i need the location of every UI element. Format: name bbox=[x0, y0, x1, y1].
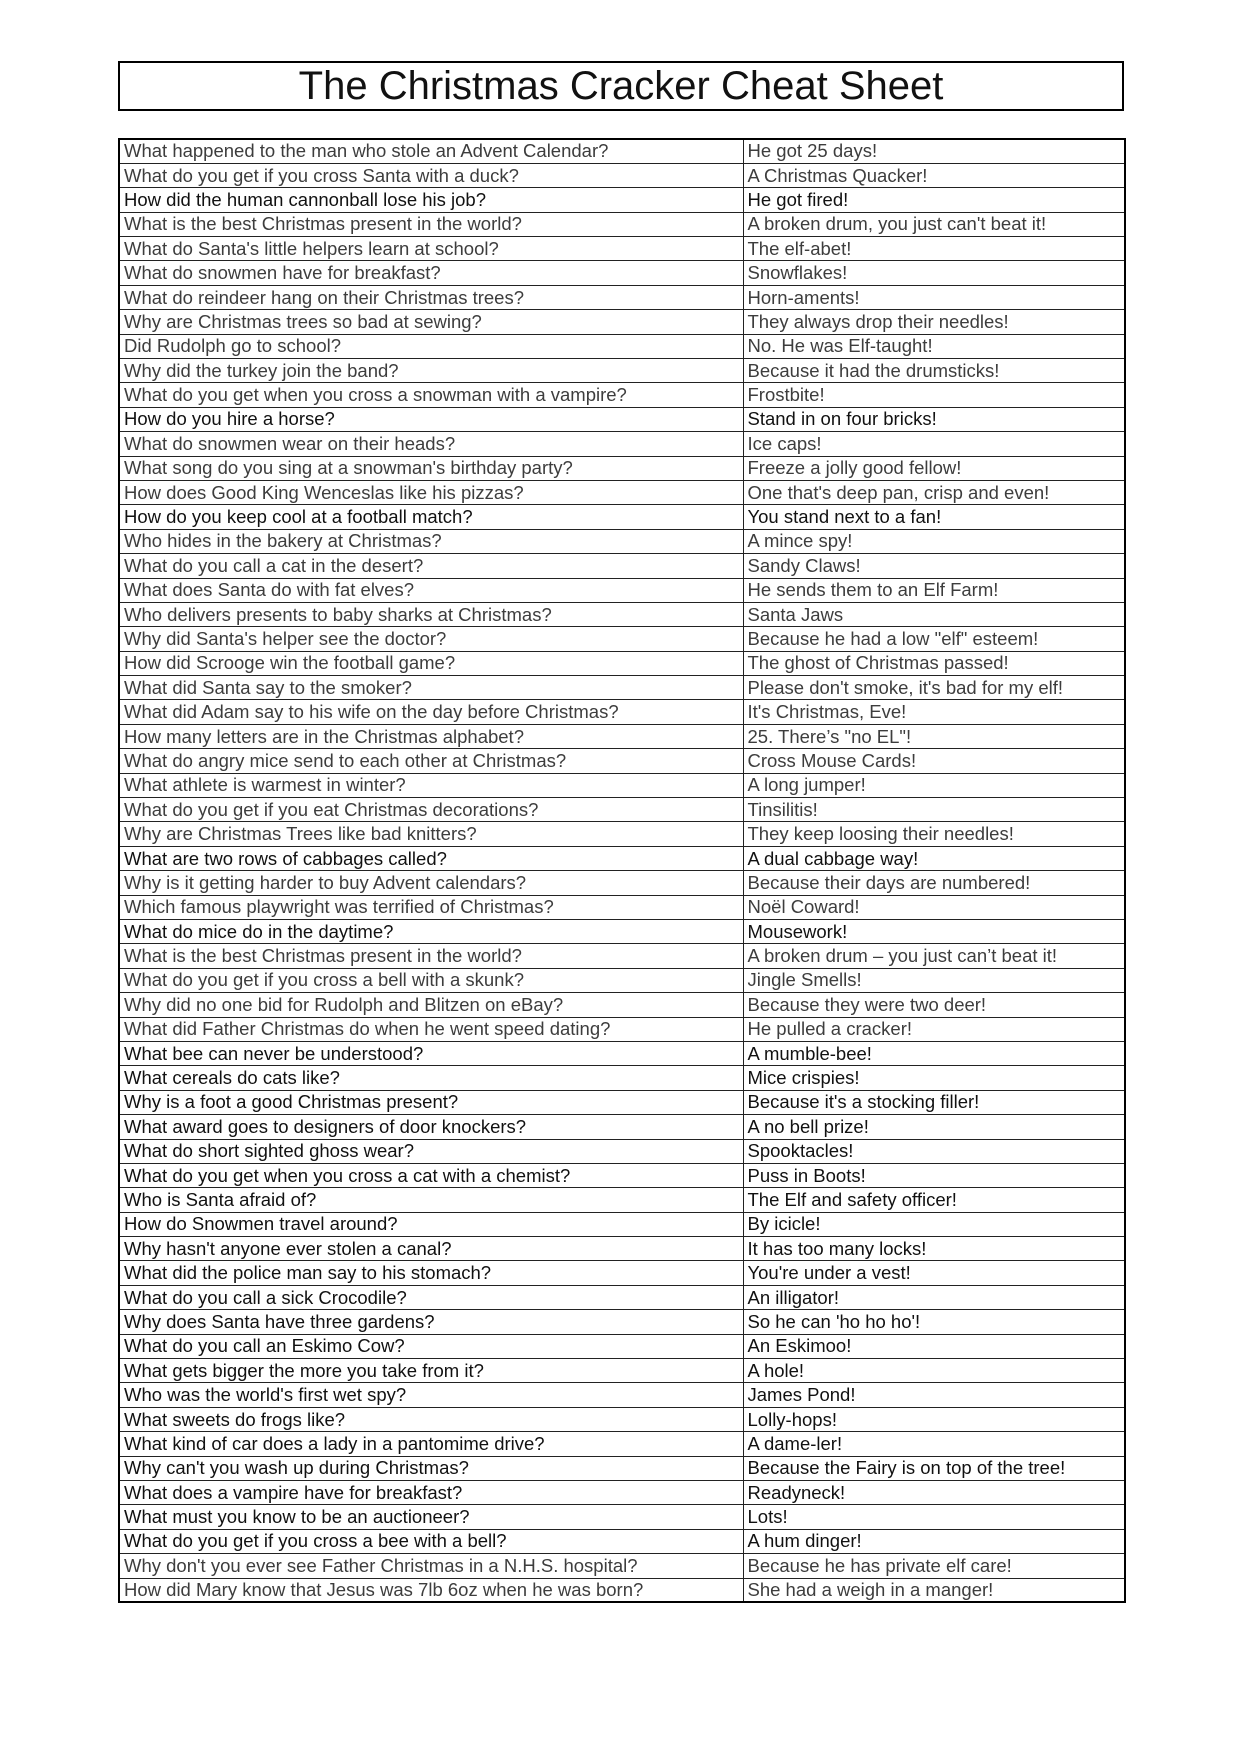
joke-answer: Freeze a jolly good fellow! bbox=[743, 456, 1125, 480]
joke-answer: Ice caps! bbox=[743, 432, 1125, 456]
jokes-table-body bbox=[119, 139, 1125, 1602]
joke-answer: One that's deep pan, crisp and even! bbox=[743, 480, 1125, 504]
table-row bbox=[119, 1334, 1125, 1358]
joke-question: What do short sighted ghoss wear? bbox=[119, 1139, 743, 1163]
joke-answer: Readyneck! bbox=[743, 1480, 1125, 1504]
joke-question: What bee can never be understood? bbox=[119, 1041, 743, 1065]
joke-question: How did the human cannonball lose his job? bbox=[119, 188, 743, 212]
joke-answer: You stand next to a fan! bbox=[743, 505, 1125, 529]
joke-answer: Noël Coward! bbox=[743, 895, 1125, 919]
table-row bbox=[119, 627, 1125, 651]
table-row bbox=[119, 1237, 1125, 1261]
table-row bbox=[119, 456, 1125, 480]
joke-question: What do Santa's little helpers learn at school? bbox=[119, 237, 743, 261]
joke-question: What did Santa say to the smoker? bbox=[119, 676, 743, 700]
joke-question: Why are Christmas trees so bad at sewing? bbox=[119, 310, 743, 334]
table-row bbox=[119, 1554, 1125, 1578]
joke-answer: The Elf and safety officer! bbox=[743, 1188, 1125, 1212]
jokes-table bbox=[118, 138, 1126, 1603]
joke-question: How did Scrooge win the football game? bbox=[119, 651, 743, 675]
joke-answer: Because he has private elf care! bbox=[743, 1554, 1125, 1578]
table-row bbox=[119, 700, 1125, 724]
table-row bbox=[119, 383, 1125, 407]
joke-question: What do angry mice send to each other at Christmas? bbox=[119, 749, 743, 773]
table-row bbox=[119, 554, 1125, 578]
joke-question: How do you hire a horse? bbox=[119, 407, 743, 431]
joke-question: How many letters are in the Christmas alphabet? bbox=[119, 724, 743, 748]
table-row bbox=[119, 529, 1125, 553]
joke-question: Did Rudolph go to school? bbox=[119, 334, 743, 358]
joke-question: What does Santa do with fat elves? bbox=[119, 578, 743, 602]
table-row bbox=[119, 846, 1125, 870]
table-row bbox=[119, 1188, 1125, 1212]
table-row bbox=[119, 1578, 1125, 1602]
joke-question: What do reindeer hang on their Christmas trees? bbox=[119, 285, 743, 309]
table-row bbox=[119, 1383, 1125, 1407]
joke-answer: Because the Fairy is on top of the tree! bbox=[743, 1456, 1125, 1480]
joke-answer: You're under a vest! bbox=[743, 1261, 1125, 1285]
table-row bbox=[119, 1115, 1125, 1139]
table-row bbox=[119, 968, 1125, 992]
joke-question: What do mice do in the daytime? bbox=[119, 920, 743, 944]
joke-question: What do you get if you cross a bee with a bell? bbox=[119, 1529, 743, 1553]
table-row bbox=[119, 480, 1125, 504]
joke-question: Who hides in the bakery at Christmas? bbox=[119, 529, 743, 553]
joke-question: What is the best Christmas present in the world? bbox=[119, 212, 743, 236]
joke-answer: Please don't smoke, it's bad for my elf! bbox=[743, 676, 1125, 700]
joke-answer: It's Christmas, Eve! bbox=[743, 700, 1125, 724]
table-row bbox=[119, 798, 1125, 822]
joke-question: What do you get when you cross a snowman with a vampire? bbox=[119, 383, 743, 407]
joke-question: What song do you sing at a snowman's birthday party? bbox=[119, 456, 743, 480]
joke-answer: Snowflakes! bbox=[743, 261, 1125, 285]
joke-question: What gets bigger the more you take from it? bbox=[119, 1359, 743, 1383]
table-row bbox=[119, 261, 1125, 285]
joke-question: What award goes to designers of door knockers? bbox=[119, 1115, 743, 1139]
joke-answer: A dual cabbage way! bbox=[743, 846, 1125, 870]
table-row bbox=[119, 676, 1125, 700]
joke-answer: She had a weigh in a manger! bbox=[743, 1578, 1125, 1602]
table-row bbox=[119, 773, 1125, 797]
joke-answer: An illigator! bbox=[743, 1285, 1125, 1309]
table-row bbox=[119, 871, 1125, 895]
joke-answer: Because it's a stocking filler! bbox=[743, 1090, 1125, 1114]
joke-answer: Frostbite! bbox=[743, 383, 1125, 407]
table-row bbox=[119, 1285, 1125, 1309]
joke-answer: 25. There’s "no EL"! bbox=[743, 724, 1125, 748]
joke-answer: Santa Jaws bbox=[743, 602, 1125, 626]
table-row bbox=[119, 212, 1125, 236]
joke-question: What are two rows of cabbages called? bbox=[119, 846, 743, 870]
joke-answer: He got fired! bbox=[743, 188, 1125, 212]
joke-answer: Lots! bbox=[743, 1505, 1125, 1529]
table-row bbox=[119, 285, 1125, 309]
joke-question: What is the best Christmas present in the world? bbox=[119, 944, 743, 968]
joke-answer: Horn-aments! bbox=[743, 285, 1125, 309]
joke-question: What did Father Christmas do when he went speed dating? bbox=[119, 1017, 743, 1041]
joke-question: How do Snowmen travel around? bbox=[119, 1212, 743, 1236]
table-row bbox=[119, 1529, 1125, 1553]
joke-question: What kind of car does a lady in a pantomime drive? bbox=[119, 1432, 743, 1456]
joke-question: What did the police man say to his stomach? bbox=[119, 1261, 743, 1285]
table-row bbox=[119, 1359, 1125, 1383]
joke-question: What did Adam say to his wife on the day before Christmas? bbox=[119, 700, 743, 724]
joke-answer: Mice crispies! bbox=[743, 1066, 1125, 1090]
title-box bbox=[118, 61, 1124, 111]
joke-question: Why is a foot a good Christmas present? bbox=[119, 1090, 743, 1114]
joke-answer: Lolly-hops! bbox=[743, 1407, 1125, 1431]
joke-answer: By icicle! bbox=[743, 1212, 1125, 1236]
joke-question: What do you get if you cross Santa with a duck? bbox=[119, 163, 743, 187]
joke-answer: Mousework! bbox=[743, 920, 1125, 944]
table-row bbox=[119, 822, 1125, 846]
joke-answer: So he can 'ho ho ho'! bbox=[743, 1310, 1125, 1334]
table-row bbox=[119, 1090, 1125, 1114]
joke-answer: A mumble-bee! bbox=[743, 1041, 1125, 1065]
table-row bbox=[119, 1261, 1125, 1285]
joke-question: Why did the turkey join the band? bbox=[119, 359, 743, 383]
table-row bbox=[119, 1456, 1125, 1480]
joke-question: Who is Santa afraid of? bbox=[119, 1188, 743, 1212]
table-row bbox=[119, 163, 1125, 187]
joke-answer: Tinsilitis! bbox=[743, 798, 1125, 822]
joke-answer: A hum dinger! bbox=[743, 1529, 1125, 1553]
joke-question: Who delivers presents to baby sharks at Christmas? bbox=[119, 602, 743, 626]
joke-answer: Puss in Boots! bbox=[743, 1163, 1125, 1187]
joke-answer: Because they were two deer! bbox=[743, 993, 1125, 1017]
joke-answer: A hole! bbox=[743, 1359, 1125, 1383]
joke-answer: An Eskimoo! bbox=[743, 1334, 1125, 1358]
joke-question: What do snowmen have for breakfast? bbox=[119, 261, 743, 285]
joke-question: What happened to the man who stole an Advent Calendar? bbox=[119, 139, 743, 163]
table-row bbox=[119, 944, 1125, 968]
joke-answer: Spooktacles! bbox=[743, 1139, 1125, 1163]
joke-answer: They always drop their needles! bbox=[743, 310, 1125, 334]
joke-answer: They keep loosing their needles! bbox=[743, 822, 1125, 846]
joke-question: Who was the world's first wet spy? bbox=[119, 1383, 743, 1407]
joke-question: Why can't you wash up during Christmas? bbox=[119, 1456, 743, 1480]
table-row bbox=[119, 359, 1125, 383]
joke-question: What do you get if you eat Christmas decorations? bbox=[119, 798, 743, 822]
joke-answer: Because it had the drumsticks! bbox=[743, 359, 1125, 383]
table-row bbox=[119, 139, 1125, 163]
table-row bbox=[119, 1017, 1125, 1041]
joke-answer: Cross Mouse Cards! bbox=[743, 749, 1125, 773]
joke-question: How does Good King Wenceslas like his pizzas? bbox=[119, 480, 743, 504]
joke-answer: It has too many locks! bbox=[743, 1237, 1125, 1261]
joke-question: What do you call a cat in the desert? bbox=[119, 554, 743, 578]
table-row bbox=[119, 505, 1125, 529]
joke-answer: A no bell prize! bbox=[743, 1115, 1125, 1139]
joke-question: Why hasn't anyone ever stolen a canal? bbox=[119, 1237, 743, 1261]
table-row bbox=[119, 1505, 1125, 1529]
table-row bbox=[119, 1041, 1125, 1065]
table-row bbox=[119, 1432, 1125, 1456]
joke-question: What do you get when you cross a cat with a chemist? bbox=[119, 1163, 743, 1187]
joke-question: What do you get if you cross a bell with a skunk? bbox=[119, 968, 743, 992]
table-row bbox=[119, 578, 1125, 602]
joke-answer: Because he had a low "elf" esteem! bbox=[743, 627, 1125, 651]
table-row bbox=[119, 334, 1125, 358]
table-row bbox=[119, 432, 1125, 456]
joke-question: Why are Christmas Trees like bad knitters? bbox=[119, 822, 743, 846]
joke-question: Why is it getting harder to buy Advent calendars? bbox=[119, 871, 743, 895]
table-row bbox=[119, 310, 1125, 334]
joke-answer: A long jumper! bbox=[743, 773, 1125, 797]
page-title: The Christmas Cracker Cheat Sheet bbox=[298, 64, 944, 108]
joke-question: How did Mary know that Jesus was 7lb 6oz when he was born? bbox=[119, 1578, 743, 1602]
joke-answer: Jingle Smells! bbox=[743, 968, 1125, 992]
joke-question: What must you know to be an auctioneer? bbox=[119, 1505, 743, 1529]
joke-answer: James Pond! bbox=[743, 1383, 1125, 1407]
table-row bbox=[119, 651, 1125, 675]
joke-question: Why don't you ever see Father Christmas in a N.H.S. hospital? bbox=[119, 1554, 743, 1578]
table-row bbox=[119, 1480, 1125, 1504]
joke-answer: Because their days are numbered! bbox=[743, 871, 1125, 895]
table-row bbox=[119, 749, 1125, 773]
joke-question: What sweets do frogs like? bbox=[119, 1407, 743, 1431]
joke-question: What do snowmen wear on their heads? bbox=[119, 432, 743, 456]
table-row bbox=[119, 920, 1125, 944]
table-row bbox=[119, 1163, 1125, 1187]
joke-question: What do you call an Eskimo Cow? bbox=[119, 1334, 743, 1358]
joke-question: Why did no one bid for Rudolph and Blitzen on eBay? bbox=[119, 993, 743, 1017]
table-row bbox=[119, 407, 1125, 431]
joke-answer: He sends them to an Elf Farm! bbox=[743, 578, 1125, 602]
table-row bbox=[119, 602, 1125, 626]
joke-answer: A Christmas Quacker! bbox=[743, 163, 1125, 187]
joke-question: Why did Santa's helper see the doctor? bbox=[119, 627, 743, 651]
table-row bbox=[119, 237, 1125, 261]
table-row bbox=[119, 724, 1125, 748]
joke-question: How do you keep cool at a football match? bbox=[119, 505, 743, 529]
table-row bbox=[119, 1139, 1125, 1163]
joke-answer: A broken drum, you just can't beat it! bbox=[743, 212, 1125, 236]
joke-question: What do you call a sick Crocodile? bbox=[119, 1285, 743, 1309]
joke-answer: A broken drum – you just can’t beat it! bbox=[743, 944, 1125, 968]
table-row bbox=[119, 1310, 1125, 1334]
table-row bbox=[119, 993, 1125, 1017]
table-row bbox=[119, 188, 1125, 212]
joke-question: What cereals do cats like? bbox=[119, 1066, 743, 1090]
joke-answer: Stand in on four bricks! bbox=[743, 407, 1125, 431]
table-row bbox=[119, 895, 1125, 919]
joke-answer: He pulled a cracker! bbox=[743, 1017, 1125, 1041]
joke-question: What does a vampire have for breakfast? bbox=[119, 1480, 743, 1504]
joke-question: What athlete is warmest in winter? bbox=[119, 773, 743, 797]
table-row bbox=[119, 1407, 1125, 1431]
joke-answer: A mince spy! bbox=[743, 529, 1125, 553]
joke-answer: A dame-ler! bbox=[743, 1432, 1125, 1456]
joke-question: Which famous playwright was terrified of Christmas? bbox=[119, 895, 743, 919]
table-row bbox=[119, 1212, 1125, 1236]
joke-question: Why does Santa have three gardens? bbox=[119, 1310, 743, 1334]
joke-answer: No. He was Elf-taught! bbox=[743, 334, 1125, 358]
joke-answer: The ghost of Christmas passed! bbox=[743, 651, 1125, 675]
joke-answer: The elf-abet! bbox=[743, 237, 1125, 261]
table-row bbox=[119, 1066, 1125, 1090]
joke-answer: Sandy Claws! bbox=[743, 554, 1125, 578]
joke-answer: He got 25 days! bbox=[743, 139, 1125, 163]
